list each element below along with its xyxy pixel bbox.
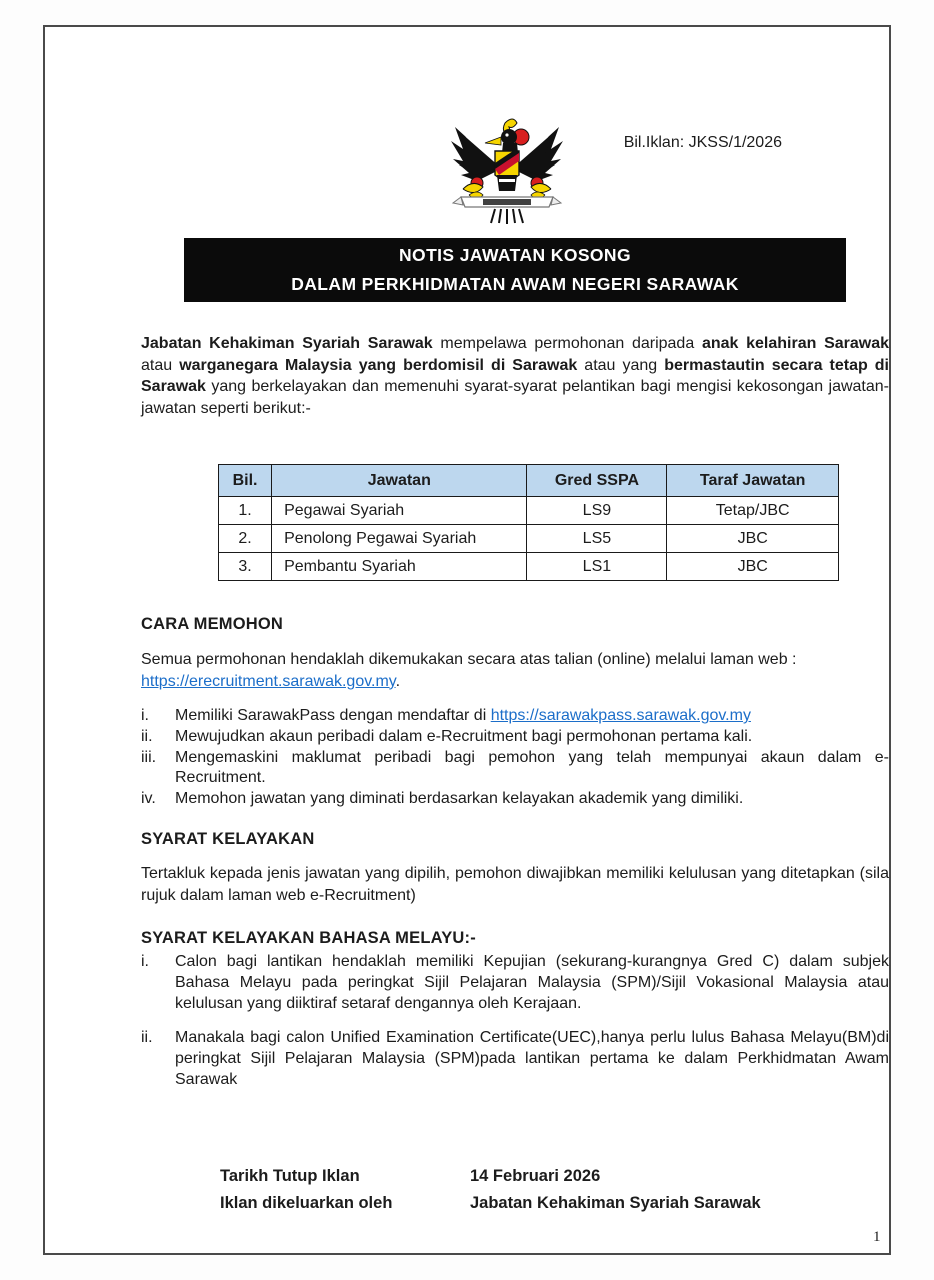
table-row: 3. Pembantu Syariah LS1 JBC (219, 553, 839, 581)
syarat-kelayakan-heading: SYARAT KELAYAKAN (141, 830, 315, 848)
cara-memohon-heading: CARA MEMOHON (141, 615, 284, 633)
sarawakpass-link[interactable]: https://sarawakpass.sarawak.gov.my (490, 707, 751, 724)
footer-details (220, 1163, 860, 1216)
cara-memohon-paragraph: Semua permohonan hendaklah dikemukakan secara atas talian (online) melalui laman web : https://erecruitment.sarawak.gov.my. (141, 651, 797, 690)
erecruitment-link[interactable]: https://erecruitment.sarawak.gov.my (141, 672, 396, 690)
banner-line-2: DALAM PERKHIDMATAN AWAM NEGERI SARAWAK (291, 274, 739, 294)
table-header-row (219, 465, 839, 497)
table-row: 2. Penolong Pegawai Syariah LS5 JBC (219, 525, 839, 553)
bm-item-ii: ii. Manakala bagi calon Unified Examination Certificate(UEC),hanya perlu lulus Bahasa Melayu(BM)di peringkat Sijil Pelajaran Malaysia (SPM)pada lantikan pertama ke dalam Perkhidmatan Awam Sarawak (141, 1028, 889, 1089)
list-item-ii: ii. Mewujudkan akaun peribadi dalam e-Recruitment bagi permohonan pertama kali. (141, 727, 753, 745)
table-row: 1. Pegawai Syariah LS9 Tetap/JBC (219, 497, 839, 525)
issued-by-label: Iklan dikeluarkan oleh (220, 1193, 393, 1212)
list-item-iv: iv. Memohon jawatan yang diminati berdasarkan kelayakan akademik yang dimiliki. (141, 790, 744, 808)
notice-title-banner (184, 238, 846, 302)
intro-dept-name: Jabatan Kehakiman Syariah Sarawak (141, 335, 433, 352)
sarawak-crest-icon (443, 111, 571, 225)
closing-date-row (220, 1163, 860, 1190)
page-border-frame (43, 25, 891, 1255)
page-number: 1 (873, 1229, 881, 1245)
col-header-taraf: Taraf Jawatan (667, 465, 839, 497)
cara-memohon-list (141, 706, 889, 810)
list-item-i: i. Memiliki SarawakPass dengan mendaftar di https://sarawakpass.sarawak.gov.my (141, 707, 751, 724)
col-header-gred: Gred SSPA (527, 465, 667, 497)
list-item-iii: iii. Mengemaskini maklumat peribadi bagi pemohon yang telah mempunyai akaun dalam e-Recruitment. (141, 748, 889, 787)
bm-item-i: i. Calon bagi lantikan hendaklah memiliki Kepujian (sekurang-kurangnya Gred C) dalam subjek Bahasa Melayu pada peringkat Sijil Pelajaran Malaysia (SPM)/Sijil Vokasional Malaysia atau kelulusan yang diiktiraf setaraf dengannya oleh Kerajaan. (141, 953, 889, 1013)
advert-reference-number: Bil.Iklan: JKSS/1/2026 (623, 134, 782, 151)
syarat-bm-list (141, 951, 889, 1090)
intro-paragraph: Jabatan Kehakiman Syariah Sarawak mempelawa permohonan daripada anak kelahiran Sarawak atau warganegara Malaysia yang berdomisil di Sarawak atau yang bermastautin secara tetap di Sarawak yang berkelayakan dan memenuhi syarat-syarat pelantikan bagi mengisi kekosongan jawatan-jawatan seperti berikut:- (141, 335, 890, 417)
col-header-jawatan: Jawatan (272, 465, 527, 497)
syarat-kelayakan-paragraph: Tertakluk kepada jenis jawatan yang dipilih, pemohon diwajibkan memiliki kelulusan yang ditetapkan (sila rujuk dalam laman web e-Recruitment) (141, 865, 889, 904)
col-header-bil: Bil. (219, 465, 272, 497)
closing-date-value: 14 Februari 2026 (470, 1167, 601, 1185)
banner-line-1: NOTIS JAWATAN KOSONG (399, 245, 631, 265)
issued-by-value: Jabatan Kehakiman Syariah Sarawak (470, 1193, 761, 1212)
syarat-bm-heading: SYARAT KELAYAKAN BAHASA MELAYU:- (141, 929, 476, 947)
closing-date-label: Tarikh Tutup Iklan (220, 1167, 360, 1185)
vacancies-table (218, 464, 839, 581)
issued-by-row (220, 1190, 860, 1217)
